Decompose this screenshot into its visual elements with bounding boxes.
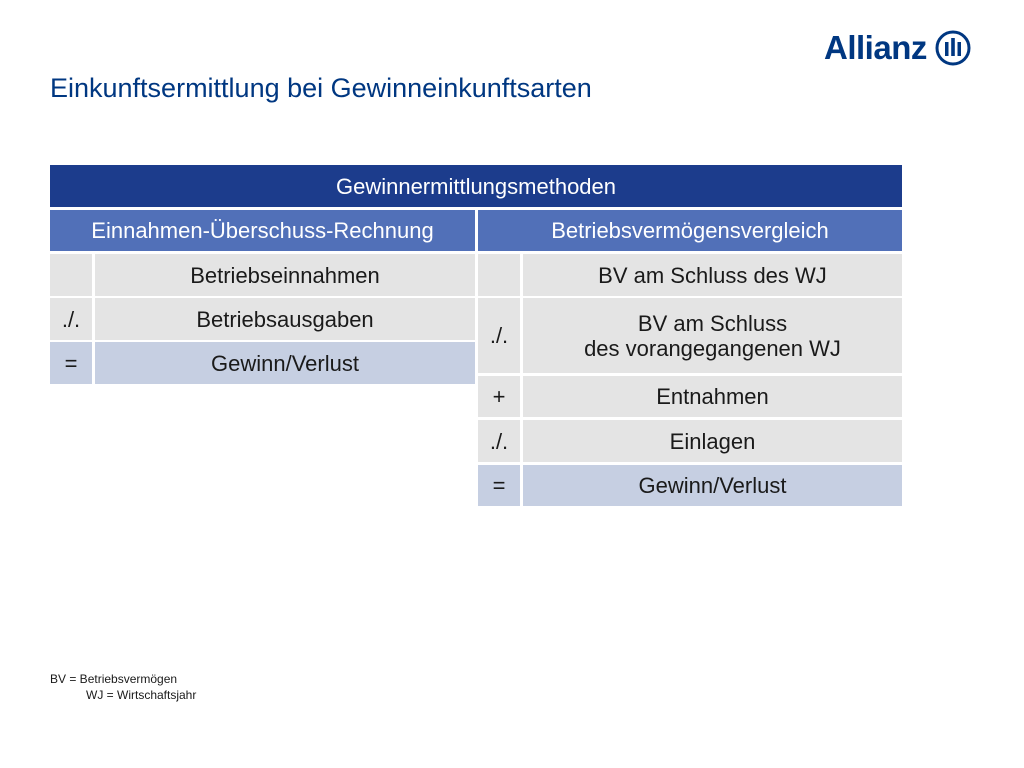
allianz-logo xyxy=(824,28,971,68)
left-row-op: ./. xyxy=(50,298,92,340)
left-row-label: Betriebseinnahmen xyxy=(95,254,475,296)
right-row-label-line1: BV am Schluss xyxy=(637,310,788,336)
right-row-op: = xyxy=(478,465,520,506)
right-column-heading: Betriebsvermögensvergleich xyxy=(478,210,902,251)
left-column-heading: Einnahmen-Überschuss-Rechnung xyxy=(50,210,475,251)
logo-wordmark: Allianz xyxy=(824,29,927,66)
right-row-op xyxy=(478,254,520,296)
footnote-line-bv: BV = Betriebsvermögen xyxy=(50,672,178,686)
right-row-label: BV am Schluss des WJ xyxy=(523,254,902,296)
left-row-op xyxy=(50,254,92,296)
left-row-op: = xyxy=(50,342,92,384)
footnote-line-wj: WJ = Wirtschaftsjahr xyxy=(86,688,197,702)
right-row-label xyxy=(523,298,902,373)
right-row-op: + xyxy=(478,376,520,417)
allianz-eagle-icon xyxy=(935,30,971,66)
right-row-label-line2: des vorangegangenen WJ xyxy=(584,335,841,361)
right-row-op: ./. xyxy=(478,298,520,373)
page-title: Einkunftsermittlung bei Gewinneinkunftsarten xyxy=(50,73,592,103)
table-header: Gewinnermittlungsmethoden xyxy=(50,165,902,207)
right-row-label: Einlagen xyxy=(523,420,902,462)
right-row-label: Gewinn/Verlust xyxy=(523,465,902,506)
left-row-label: Betriebsausgaben xyxy=(95,298,475,340)
left-row-label: Gewinn/Verlust xyxy=(95,342,475,384)
right-row-op: ./. xyxy=(478,420,520,462)
footnote xyxy=(50,671,196,703)
right-row-label: Entnahmen xyxy=(523,376,902,417)
